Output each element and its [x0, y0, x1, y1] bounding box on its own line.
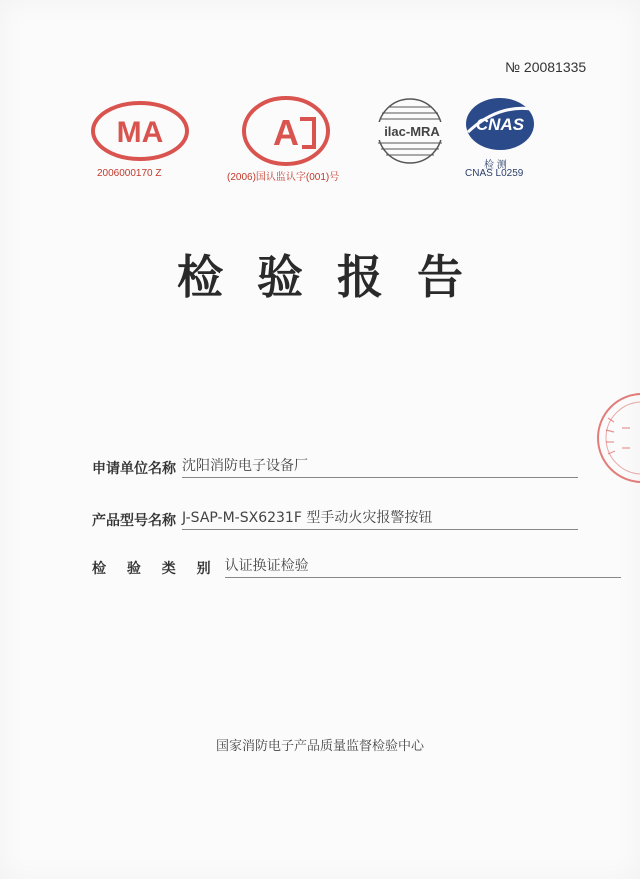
inspection-type-label: 检 验 类 别 [92, 561, 219, 577]
svg-text:MA: MA [116, 116, 164, 149]
product-field [92, 508, 578, 530]
cnas-code: CNAS L0259 [465, 168, 524, 179]
svg-text:ilac-MRA: ilac-MRA [384, 124, 440, 139]
seal-stamp-icon [592, 388, 640, 488]
svg-text:CNAS: CNAS [475, 115, 525, 134]
ilac-mra-mark-icon [372, 95, 454, 167]
applicant-label: 申请单位名称 [92, 461, 176, 477]
inspection-type-value: 认证换证检验 [225, 555, 621, 578]
page-title: 检验报告 [177, 250, 497, 304]
product-label: 产品型号名称 [92, 513, 176, 529]
cnas-mark-icon [460, 92, 542, 154]
cma-mark-icon [90, 100, 190, 162]
svg-text:A: A [273, 112, 299, 153]
report-number: № 20081335 [505, 59, 587, 75]
cma-code: 2006000170 Z [97, 168, 162, 179]
cal-code: (2006)国认监认字(001)号 [227, 172, 340, 183]
issuer-name: 国家消防电子产品质量监督检验中心 [215, 739, 424, 754]
product-value: J-SAP-M-SX6231F 型手动火灾报警按钮 [182, 507, 578, 530]
cal-mark-icon [240, 95, 332, 167]
cnas-logo [460, 92, 542, 154]
cnas-label: 检 测 [484, 160, 507, 171]
cal-logo [240, 95, 332, 167]
inspection-type-field [92, 556, 621, 578]
applicant-field [92, 456, 578, 478]
official-seal [592, 388, 640, 492]
cma-logo [90, 100, 190, 162]
applicant-value: 沈阳消防电子设备厂 [182, 455, 578, 478]
ilac-mra-logo [372, 95, 454, 167]
